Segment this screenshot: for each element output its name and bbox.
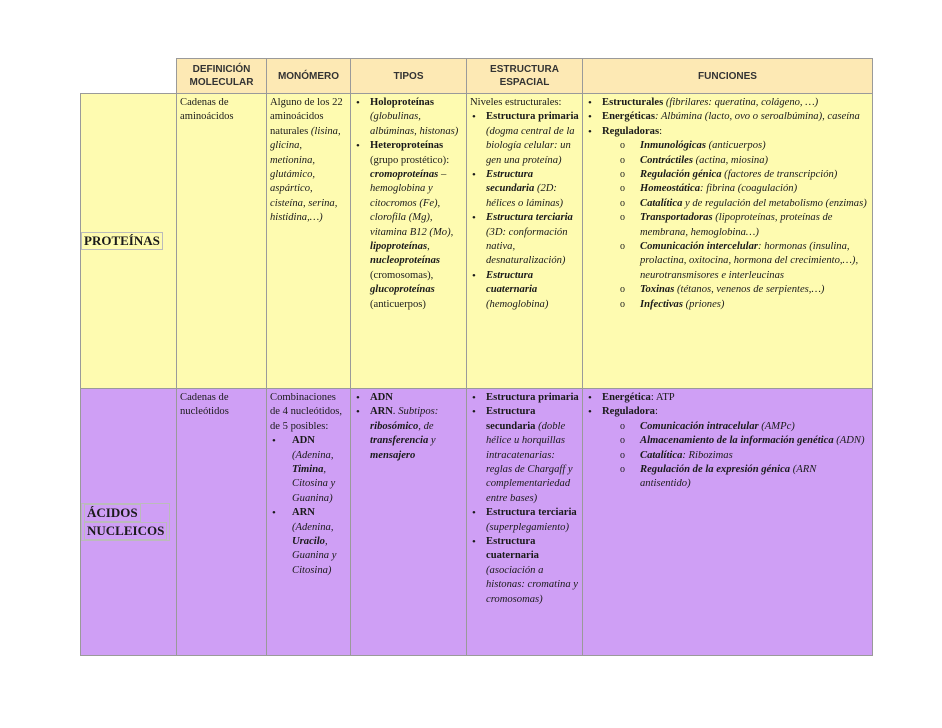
primaria: primaria: [538, 392, 579, 403]
estructura-word: Estructura: [486, 111, 536, 123]
header-row: [81, 59, 873, 94]
arn-detail: , Guanina y Citosina): [292, 536, 337, 576]
monomero-list: [270, 434, 347, 578]
function-name: Almacenamiento de la información genética: [640, 435, 834, 447]
list-item: [470, 211, 579, 269]
estructura-word: Estructura: [486, 392, 536, 403]
function-detail: y de regulación del metabolismo (enzimas): [682, 197, 867, 209]
estructura-word: Estructura: [486, 169, 534, 181]
biomolecule-table: [80, 58, 873, 656]
secundaria: secundaria: [486, 183, 535, 195]
list-item: [470, 535, 579, 607]
cuaternaria: cuaternaria: [486, 284, 538, 296]
sublist-item: [602, 168, 869, 182]
sublist-item: [602, 139, 869, 153]
arn: ARN: [292, 507, 315, 519]
sublist-item: [602, 197, 869, 211]
sublist-item: [602, 283, 869, 297]
de: , de: [418, 420, 434, 432]
colon: :: [654, 406, 658, 418]
funciones-list: [586, 391, 869, 492]
list-item: [354, 391, 463, 405]
secundaria-detail: (2D: hélices o láminas): [486, 183, 564, 209]
list-item: [470, 110, 579, 168]
cuaternaria-detail: (hemoglobina): [486, 298, 549, 310]
adn: ADN: [292, 435, 315, 447]
list-item: [354, 96, 463, 139]
row-acidos-nucleicos: [81, 389, 873, 656]
function-detail: (ARN antisentido): [640, 464, 817, 490]
list-item: [586, 96, 869, 110]
estructura-list: [470, 110, 579, 312]
row-proteinas: [81, 94, 873, 389]
function-detail: (factores de transcripción): [721, 169, 838, 181]
cell-estructura-acidos: [467, 389, 583, 656]
list-item: [586, 110, 869, 124]
cuaternaria: cuaternaria: [486, 550, 539, 562]
definicion-text: Cadenas de aminoácidos: [180, 97, 234, 123]
function-name: Comunicación intercelular: [640, 241, 759, 253]
header-tipos: TIPOS: [351, 59, 467, 94]
reguladoras: Reguladoras: [602, 125, 660, 137]
sublist-item: [602, 298, 869, 312]
list-item: [470, 391, 579, 405]
function-name: Toxinas: [640, 284, 675, 296]
cell-estructura-proteinas: [467, 94, 583, 389]
function-detail: (anticuerpos): [705, 140, 766, 152]
cell-monomero-proteinas: [267, 94, 351, 389]
list-item: [586, 405, 869, 491]
list-item: [470, 506, 579, 535]
primaria-detail: (dogma central de la biología celular: un gen una proteína): [486, 125, 575, 166]
energetica-detail: : ATP: [650, 392, 675, 403]
list-item: [586, 391, 869, 405]
function-name: Contráctiles: [640, 154, 693, 166]
sublist-item: [602, 449, 869, 463]
list-item: [470, 405, 579, 506]
function-detail: (tétanos, venenos de serpientes,…): [674, 284, 825, 296]
energeticas-detail: : Albúmina (lacto, ovo o seroalbúmina), caseína: [654, 111, 860, 123]
function-detail: (ADN): [833, 435, 865, 447]
secundaria: secundaria: [486, 420, 536, 432]
cell-definicion-acidos: [177, 389, 267, 656]
function-name: Catalítica: [640, 197, 683, 209]
sublist-item: [602, 154, 869, 168]
header-funciones: FUNCIONES: [583, 59, 873, 94]
adn-detail: (Adenina,: [292, 449, 334, 461]
cell-funciones-acidos: [583, 389, 873, 656]
header-estructura: ESTRUCTURA ESPACIAL: [467, 59, 583, 94]
estructura-word: Estructura: [486, 507, 536, 519]
holo-detail: (globulinas, albúminas, histonas): [370, 111, 459, 137]
label-line-2: NUCLEICOS: [84, 522, 167, 540]
cromoproteinas: cromoproteínas: [370, 169, 439, 181]
function-name: Infectivas: [640, 298, 683, 310]
estructura-word: Estructura: [486, 212, 534, 224]
function-name: Transportadoras: [640, 212, 713, 224]
sublist-item: [602, 463, 869, 492]
function-detail: (AMPc): [758, 420, 795, 432]
estructura-word: Estructura: [486, 269, 534, 281]
estructura-list: [470, 391, 579, 607]
adn-detail: , Citosina y Guanina): [292, 464, 336, 504]
function-name: Regulación génica: [640, 169, 722, 181]
comma: ,: [427, 241, 430, 253]
cell-monomero-acidos: [267, 389, 351, 656]
cell-definicion-proteinas: [177, 94, 267, 389]
function-detail: : Ribozimas: [682, 449, 733, 461]
list-item: [586, 125, 869, 312]
header-monomero: MONÓMERO: [267, 59, 351, 94]
monomero-text: Alguno de los 22 aminoácidos naturales: [270, 97, 343, 137]
cell-funciones-proteinas: [583, 94, 873, 389]
list-item: [470, 269, 579, 312]
estructura-intro: Niveles estructurales:: [470, 97, 562, 108]
monomero-examples: (lisina, glicina, metionina, glutámico, aspártico, cisteína, serina, histidina,…): [270, 125, 341, 224]
sublist-item: [602, 182, 869, 196]
sublist-item: [602, 240, 869, 283]
timina: Timina: [292, 464, 324, 476]
function-name: Regulación de la expresión génica: [640, 464, 791, 476]
function-detail: : fibrina (coagulación): [700, 183, 798, 195]
terciaria: terciaria: [535, 212, 573, 224]
holoproteinas: Holoproteínas: [370, 97, 434, 108]
reguladoras-sublist: [602, 139, 869, 312]
ribosomico: ribosómico: [370, 420, 419, 432]
estructurales: Estructurales: [602, 97, 664, 108]
tipos-list: [354, 96, 463, 312]
sublist-item: [602, 434, 869, 448]
subtipos: . Subtipos:: [392, 406, 439, 418]
list-item: [270, 434, 347, 506]
function-detail: (priones): [682, 298, 725, 310]
estructurales-detail: (fibrilares: queratina, colágeno, …): [665, 97, 819, 108]
cromo-detail: –hemoglobina y citocromos (Fe), clorofila (Mg), vitamina B12 (Mo),: [370, 169, 454, 238]
list-item: [270, 506, 347, 578]
row-label-proteinas: [81, 94, 177, 389]
header-corner: [81, 59, 177, 94]
row-label-text: PROTEÍNAS: [81, 232, 163, 250]
list-item: [470, 168, 579, 211]
row-label-acidos: [81, 389, 177, 656]
estructura-word: Estructura: [486, 406, 536, 418]
list-item: [354, 139, 463, 312]
label-line-1: ÁCIDOS: [84, 504, 141, 522]
adn: ADN: [370, 392, 393, 403]
funciones-list: [586, 96, 869, 312]
energeticas: Energéticas: [602, 111, 655, 123]
sublist-item: [602, 211, 869, 240]
function-detail: : hormonas (insulina, prolactina, oxitocina, hormona del crecimiento,…), neurotransmisores e interleucinas: [640, 241, 859, 281]
sublist-item: [602, 420, 869, 434]
header-definicion: DEFINICIÓN MOLECULAR: [177, 59, 267, 94]
reguladora-sublist: [602, 420, 869, 492]
function-name: Homeostática: [640, 183, 701, 195]
cell-tipos-acidos: [351, 389, 467, 656]
function-detail: (actina, miosina): [692, 154, 769, 166]
monomero-text: Combinaciones de 4 nucleótidos, de 5 posibles:: [270, 392, 343, 432]
function-name: Comunicación intracelular: [640, 420, 759, 432]
primaria: primaria: [538, 111, 579, 123]
terciaria-detail: (3D: conformación nativa, desnaturalización): [486, 226, 568, 267]
reguladora: Reguladora: [602, 406, 655, 418]
arn: ARN: [370, 406, 393, 418]
gluco-detail: (anticuerpos): [370, 298, 426, 310]
energetica: Energética: [602, 392, 651, 403]
nucleo-detail: (cromosomas),: [370, 269, 434, 281]
secundaria-detail: (doble hélice u horquillas intracatenarias: reglas de Chargaff y complementariedad entre bases): [486, 420, 573, 504]
y: y: [428, 435, 436, 447]
cuaternaria-detail: (asociación a histonas: cromatina y cromosomas): [486, 564, 579, 605]
transferencia: transferencia: [370, 435, 429, 447]
heteroproteinas: Heteroproteínas: [370, 140, 444, 152]
function-name: Inmunológicas: [640, 140, 706, 152]
lipoproteinas: lipoproteínas: [370, 241, 428, 253]
tipos-list: [354, 391, 463, 463]
terciaria: terciaria: [538, 507, 577, 519]
function-name: Catalítica: [640, 449, 683, 461]
uracilo: Uracilo: [292, 536, 325, 548]
terciaria-detail: (superplegamiento): [486, 521, 569, 533]
cell-tipos-proteinas: [351, 94, 467, 389]
nucleoproteinas: nucleoproteínas: [370, 255, 441, 267]
colon: :: [659, 125, 663, 137]
row-label-text: [81, 503, 170, 541]
definicion-text: Cadenas de nucleótidos: [180, 392, 229, 418]
glucoproteinas: glucoproteínas: [370, 284, 435, 296]
hetero-group: (grupo prostético):: [370, 154, 450, 166]
function-detail: (lipoproteínas, proteínas de membrana, hemoglobina…): [640, 212, 833, 238]
list-item: [354, 405, 463, 463]
arn-detail: (Adenina,: [292, 521, 334, 533]
mensajero: mensajero: [370, 449, 416, 461]
estructura-word: Estructura: [486, 536, 536, 548]
